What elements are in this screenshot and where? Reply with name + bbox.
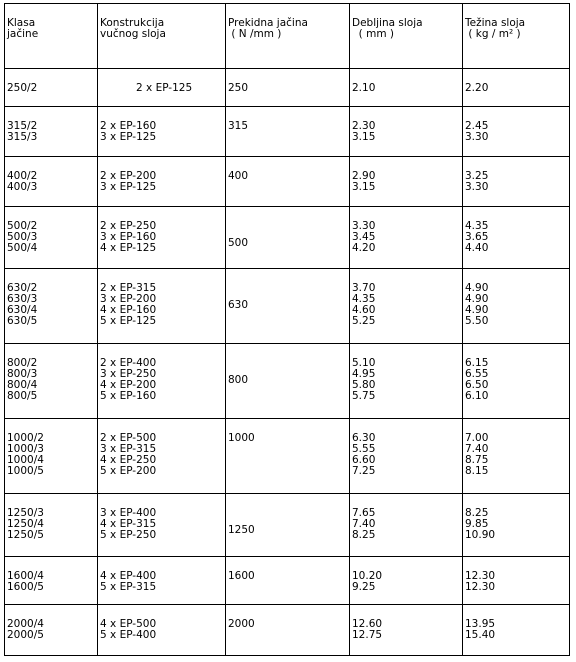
cell-text: 3 x EP-200 — [100, 293, 157, 305]
table-row — [5, 419, 570, 494]
cell-text: 5.80 — [352, 379, 376, 391]
cell-text: 12.75 — [352, 629, 383, 641]
header-konstrukcija — [98, 4, 226, 69]
cell-text: 5 x EP-200 — [100, 465, 157, 477]
cell-text: 630/3 — [7, 293, 38, 305]
cell-text: 5.10 — [352, 357, 376, 369]
cell-tezina — [463, 107, 570, 157]
cell-text: 6.60 — [352, 454, 376, 466]
cell-tezina — [463, 557, 570, 605]
cell-text: 12.60 — [352, 618, 383, 630]
cell-text: 4 x EP-125 — [100, 242, 157, 254]
cell-text: 4.35 — [352, 293, 376, 305]
cell-text: 1250/3 — [7, 507, 44, 519]
cell-prekidna — [226, 419, 350, 494]
cell-text: 630/4 — [7, 304, 38, 316]
cell-text: 3 x EP-315 — [100, 443, 157, 455]
cell-text: 7.25 — [352, 465, 376, 477]
cell-text: 800 — [228, 374, 249, 386]
cell-debljina — [350, 557, 463, 605]
cell-debljina — [350, 157, 463, 207]
cell-text: 2000 — [228, 618, 255, 630]
cell-text: 4 x EP-250 — [100, 454, 157, 466]
cell-text: 2.30 — [352, 120, 376, 132]
table-row — [5, 605, 570, 656]
cell-text: 3 x EP-400 — [100, 507, 157, 519]
cell-debljina — [350, 207, 463, 269]
cell-text: 3.30 — [465, 131, 489, 143]
header-row — [5, 4, 570, 69]
cell-prekidna — [226, 157, 350, 207]
cell-text: 4 x EP-160 — [100, 304, 157, 316]
cell-text: 2.20 — [465, 82, 489, 94]
cell-text: 6.50 — [465, 379, 489, 391]
header-prekidna — [226, 4, 350, 69]
cell-tezina — [463, 419, 570, 494]
cell-text: 3.30 — [465, 181, 489, 193]
cell-text: 5 x EP-400 — [100, 629, 157, 641]
header-text: Težina sloja — [465, 17, 526, 29]
cell-text: 400/3 — [7, 181, 38, 193]
cell-text: 3.65 — [465, 231, 489, 243]
cell-debljina — [350, 494, 463, 557]
cell-tezina — [463, 494, 570, 557]
cell-text: 4.20 — [352, 242, 376, 254]
cell-text: 1000/3 — [7, 443, 44, 455]
cell-text: 3.70 — [352, 282, 376, 294]
cell-text: 9.85 — [465, 518, 489, 530]
cell-tezina — [463, 157, 570, 207]
cell-text: 7.00 — [465, 432, 489, 444]
header-tezina — [463, 4, 570, 69]
cell-text: 3.15 — [352, 181, 376, 193]
cell-text: 4 x EP-500 — [100, 618, 157, 630]
header-debljina — [350, 4, 463, 69]
cell-klasa — [5, 557, 98, 605]
cell-tezina — [463, 269, 570, 344]
cell-klasa — [5, 207, 98, 269]
cell-konstrukcija — [98, 107, 226, 157]
table-row — [5, 557, 570, 605]
cell-debljina — [350, 605, 463, 656]
cell-klasa — [5, 605, 98, 656]
cell-text: 4.60 — [352, 304, 376, 316]
table-row — [5, 157, 570, 207]
cell-text: 8.75 — [465, 454, 489, 466]
cell-text: 1000 — [228, 432, 255, 444]
cell-text: 12.30 — [465, 581, 496, 593]
cell-text: 6.30 — [352, 432, 376, 444]
cell-text: 6.55 — [465, 368, 489, 380]
cell-text: 3.25 — [465, 170, 489, 182]
cell-klasa — [5, 344, 98, 419]
cell-text: 2 x EP-400 — [100, 357, 157, 369]
cell-konstrukcija — [98, 69, 226, 107]
cell-text: 4 x EP-200 — [100, 379, 157, 391]
cell-text: 630/2 — [7, 282, 38, 294]
cell-text: 4.35 — [465, 220, 489, 232]
cell-text: 800/3 — [7, 368, 38, 380]
cell-text: 4.90 — [465, 293, 489, 305]
cell-text: 800/2 — [7, 357, 38, 369]
cell-text: 8.25 — [465, 507, 489, 519]
cell-text: 8.15 — [465, 465, 489, 477]
header-text: Prekidna jačina — [228, 17, 308, 29]
cell-text: 2.10 — [352, 82, 376, 94]
cell-text: 2 x EP-125 — [136, 82, 193, 94]
cell-text: 1250 — [228, 524, 255, 536]
cell-text: 5 x EP-315 — [100, 581, 157, 593]
cell-text: 5 x EP-125 — [100, 315, 157, 327]
cell-text: 2.90 — [352, 170, 376, 182]
cell-text: 1600 — [228, 570, 255, 582]
cell-text: 2 x EP-160 — [100, 120, 157, 132]
cell-konstrukcija — [98, 557, 226, 605]
table-body — [5, 4, 570, 656]
cell-debljina — [350, 419, 463, 494]
cell-konstrukcija — [98, 419, 226, 494]
cell-text: 4.95 — [352, 368, 376, 380]
cell-text: 1600/5 — [7, 581, 44, 593]
table-row — [5, 107, 570, 157]
cell-tezina — [463, 69, 570, 107]
cell-konstrukcija — [98, 605, 226, 656]
belt-spec-table — [4, 3, 570, 656]
cell-text: 1600/4 — [7, 570, 44, 582]
cell-konstrukcija — [98, 344, 226, 419]
cell-text: 4.90 — [465, 304, 489, 316]
cell-text: 5 x EP-160 — [100, 390, 157, 402]
cell-text: 250 — [228, 82, 249, 94]
cell-text: 2 x EP-200 — [100, 170, 157, 182]
cell-debljina — [350, 107, 463, 157]
cell-text: 4 x EP-400 — [100, 570, 157, 582]
cell-text: 1000/4 — [7, 454, 44, 466]
header-text: Debljina sloja — [352, 17, 423, 29]
cell-text: 3 x EP-125 — [100, 131, 157, 143]
cell-text: 630 — [228, 299, 249, 311]
cell-text: 10.90 — [465, 529, 496, 541]
cell-text: 3.45 — [352, 231, 376, 243]
header-text: ( mm ) — [352, 28, 394, 40]
cell-tezina — [463, 207, 570, 269]
cell-text: 315/2 — [7, 120, 38, 132]
cell-prekidna — [226, 605, 350, 656]
table-row — [5, 269, 570, 344]
header-text: Klasa — [7, 17, 36, 29]
header-klasa — [5, 4, 98, 69]
cell-tezina — [463, 344, 570, 419]
cell-klasa — [5, 157, 98, 207]
cell-text: 630/5 — [7, 315, 38, 327]
cell-text: 250/2 — [7, 82, 38, 94]
cell-text: 1000/5 — [7, 465, 44, 477]
cell-text: 5 x EP-250 — [100, 529, 157, 541]
cell-text: 13.95 — [465, 618, 496, 630]
cell-text: 400/2 — [7, 170, 38, 182]
cell-text: 2000/4 — [7, 618, 44, 630]
cell-prekidna — [226, 344, 350, 419]
cell-text: 1250/4 — [7, 518, 44, 530]
cell-text: 7.40 — [352, 518, 376, 530]
cell-text: 800/4 — [7, 379, 38, 391]
cell-text: 2 x EP-500 — [100, 432, 157, 444]
cell-prekidna — [226, 269, 350, 344]
cell-text: 3 x EP-160 — [100, 231, 157, 243]
cell-text: 4.40 — [465, 242, 489, 254]
cell-text: 2 x EP-250 — [100, 220, 157, 232]
cell-klasa — [5, 494, 98, 557]
cell-text: 7.65 — [352, 507, 376, 519]
cell-debljina — [350, 269, 463, 344]
cell-konstrukcija — [98, 494, 226, 557]
cell-text: 2 x EP-315 — [100, 282, 157, 294]
cell-text: 4 x EP-315 — [100, 518, 157, 530]
cell-text: 5.50 — [465, 315, 489, 327]
cell-prekidna — [226, 69, 350, 107]
cell-text: 6.10 — [465, 390, 489, 402]
cell-klasa — [5, 107, 98, 157]
cell-text: 5.25 — [352, 315, 376, 327]
table-row — [5, 494, 570, 557]
cell-text: 315/3 — [7, 131, 38, 143]
cell-debljina — [350, 344, 463, 419]
cell-text: 3.15 — [352, 131, 376, 143]
cell-prekidna — [226, 494, 350, 557]
cell-text: 2000/5 — [7, 629, 44, 641]
table-row — [5, 344, 570, 419]
cell-klasa — [5, 269, 98, 344]
cell-konstrukcija — [98, 207, 226, 269]
cell-tezina — [463, 605, 570, 656]
cell-text: 1250/5 — [7, 529, 44, 541]
cell-text: 500/4 — [7, 242, 38, 254]
cell-text: 1000/2 — [7, 432, 44, 444]
cell-text: 7.40 — [465, 443, 489, 455]
cell-text: 315 — [228, 120, 249, 132]
cell-text: 4.90 — [465, 282, 489, 294]
cell-text: 10.20 — [352, 570, 383, 582]
cell-text: 15.40 — [465, 629, 496, 641]
header-text: ( N /mm ) — [228, 28, 282, 40]
cell-text: 2.45 — [465, 120, 489, 132]
cell-text: 5.55 — [352, 443, 376, 455]
table-row — [5, 69, 570, 107]
cell-debljina — [350, 69, 463, 107]
header-text: ( kg / m² ) — [465, 28, 521, 40]
cell-text: 500/3 — [7, 231, 38, 243]
cell-text: 5.75 — [352, 390, 376, 402]
cell-text: 3 x EP-125 — [100, 181, 157, 193]
cell-prekidna — [226, 557, 350, 605]
cell-text: 500/2 — [7, 220, 38, 232]
cell-prekidna — [226, 107, 350, 157]
cell-text: 6.15 — [465, 357, 489, 369]
cell-text: 9.25 — [352, 581, 376, 593]
cell-text: 3 x EP-250 — [100, 368, 157, 380]
header-text: vučnog sloja — [100, 28, 166, 40]
cell-text: 500 — [228, 237, 249, 249]
cell-prekidna — [226, 207, 350, 269]
header-text: jačine — [7, 28, 39, 40]
cell-text: 800/5 — [7, 390, 38, 402]
cell-konstrukcija — [98, 157, 226, 207]
cell-text: 12.30 — [465, 570, 496, 582]
cell-text: 400 — [228, 170, 249, 182]
header-text: Konstrukcija — [100, 17, 165, 29]
table-row — [5, 207, 570, 269]
cell-text: 3.30 — [352, 220, 376, 232]
cell-klasa — [5, 419, 98, 494]
cell-klasa — [5, 69, 98, 107]
cell-konstrukcija — [98, 269, 226, 344]
cell-text: 8.25 — [352, 529, 376, 541]
